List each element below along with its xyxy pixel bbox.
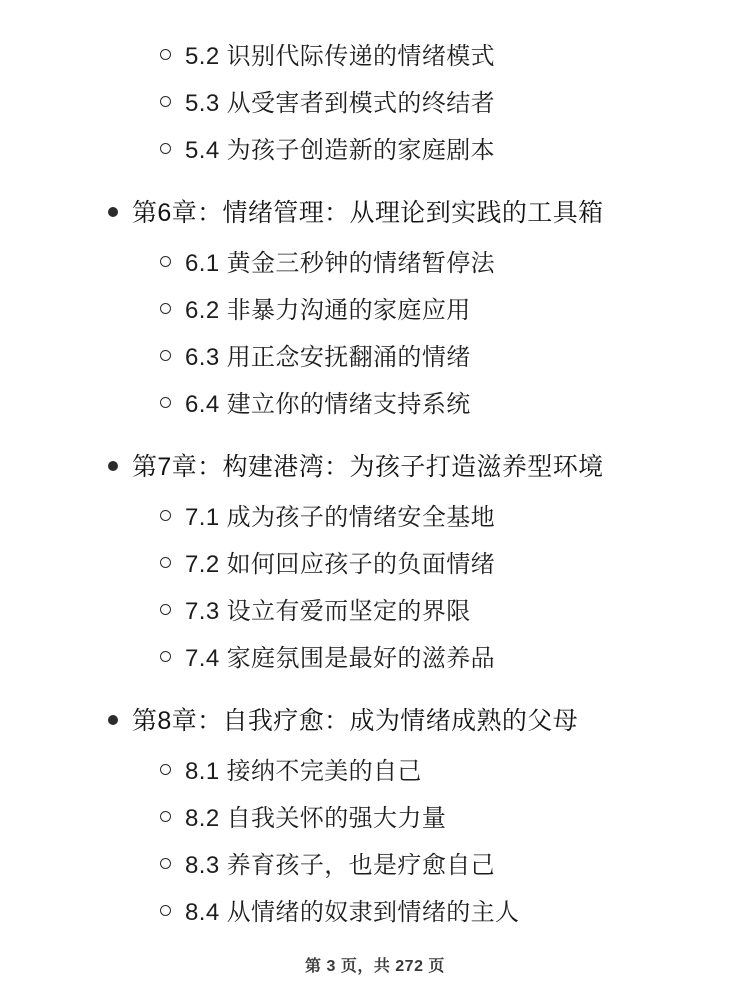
bullet-circle-icon <box>160 397 171 408</box>
toc-section-label: 8.1 接纳不完美的自己 <box>185 758 422 785</box>
toc-section-item[interactable] <box>60 247 690 294</box>
toc-section-item[interactable] <box>60 501 690 548</box>
toc-group <box>60 40 690 181</box>
toc-section-label: 7.1 成为孩子的情绪安全基地 <box>185 504 496 531</box>
toc-section-item[interactable] <box>60 341 690 388</box>
toc-section-item[interactable] <box>60 802 690 849</box>
toc-section-label: 5.2 识别代际传递的情绪模式 <box>185 43 496 70</box>
bullet-circle-icon <box>160 256 171 267</box>
toc-section-label: 8.3 养育孩子，也是疗愈自己 <box>185 852 496 879</box>
toc-section-item[interactable] <box>60 642 690 689</box>
toc-section-item[interactable] <box>60 294 690 341</box>
bullet-circle-icon <box>160 143 171 154</box>
toc-section-item[interactable] <box>60 849 690 896</box>
toc-section-item[interactable] <box>60 595 690 642</box>
bullet-circle-icon <box>160 510 171 521</box>
bullet-circle-icon <box>160 764 171 775</box>
toc-section-label: 6.3 用正念安抚翻涌的情绪 <box>185 344 471 371</box>
toc-chapter-item[interactable] <box>60 703 690 755</box>
toc-section-item[interactable] <box>60 548 690 595</box>
toc-section-label: 8.4 从情绪的奴隶到情绪的主人 <box>185 899 520 926</box>
toc-group <box>60 703 690 943</box>
toc-chapter-label: 第7章：构建港湾：为孩子打造滋养型环境 <box>132 453 604 481</box>
toc-section-item[interactable] <box>60 134 690 181</box>
toc-section-label: 5.4 为孩子创造新的家庭剧本 <box>185 137 496 164</box>
toc-chapter-label: 第8章：自我疗愈：成为情绪成熟的父母 <box>132 707 579 735</box>
bullet-dot-icon <box>108 207 118 217</box>
toc-section-label: 7.2 如何回应孩子的负面情绪 <box>185 551 496 578</box>
toc-section-item[interactable] <box>60 896 690 943</box>
toc-group <box>60 195 690 435</box>
toc-section-label: 6.2 非暴力沟通的家庭应用 <box>185 297 471 324</box>
toc-section-item[interactable] <box>60 388 690 435</box>
page-footer: 第 3 页，共 272 页 <box>305 958 445 975</box>
bullet-circle-icon <box>160 604 171 615</box>
toc-section-item[interactable] <box>60 87 690 134</box>
bullet-circle-icon <box>160 303 171 314</box>
bullet-circle-icon <box>160 557 171 568</box>
toc-section-label: 6.4 建立你的情绪支持系统 <box>185 391 471 418</box>
bullet-circle-icon <box>160 350 171 361</box>
table-of-contents <box>60 40 690 943</box>
toc-group <box>60 449 690 689</box>
bullet-circle-icon <box>160 811 171 822</box>
toc-section-item[interactable] <box>60 40 690 87</box>
toc-chapter-item[interactable] <box>60 195 690 247</box>
bullet-circle-icon <box>160 858 171 869</box>
toc-section-label: 7.3 设立有爱而坚定的界限 <box>185 598 471 625</box>
bullet-circle-icon <box>160 96 171 107</box>
bullet-circle-icon <box>160 49 171 60</box>
toc-chapter-label: 第6章：情绪管理：从理论到实践的工具箱 <box>132 199 604 227</box>
toc-section-label: 6.1 黄金三秒钟的情绪暂停法 <box>185 250 496 277</box>
toc-section-item[interactable] <box>60 755 690 802</box>
bullet-circle-icon <box>160 905 171 916</box>
toc-section-label: 8.2 自我关怀的强大力量 <box>185 805 447 832</box>
toc-section-label: 5.3 从受害者到模式的终结者 <box>185 90 496 117</box>
bullet-dot-icon <box>108 461 118 471</box>
bullet-circle-icon <box>160 651 171 662</box>
toc-section-label: 7.4 家庭氛围是最好的滋养品 <box>185 645 496 672</box>
toc-chapter-item[interactable] <box>60 449 690 501</box>
bullet-dot-icon <box>108 715 118 725</box>
